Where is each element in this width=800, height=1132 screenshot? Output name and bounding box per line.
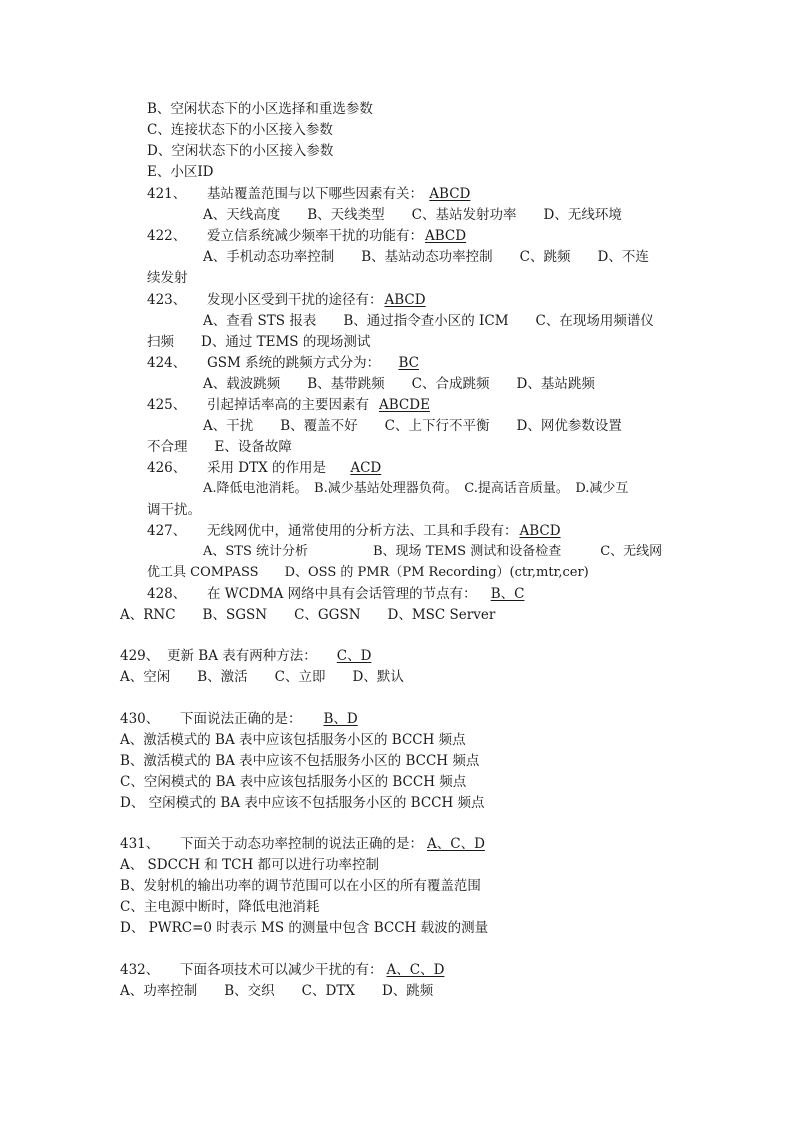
question-number: 432、 — [120, 962, 160, 978]
answer: B、C — [490, 586, 525, 602]
question-number: 430、 — [120, 711, 160, 727]
question-421 — [147, 184, 472, 204]
question-number: 425、 — [147, 397, 187, 413]
question-number: 427、 — [147, 523, 187, 539]
question-422 — [147, 226, 468, 246]
question-number: 423、 — [147, 292, 187, 308]
answer: BC — [398, 355, 419, 371]
question-text: 发现小区受到干扰的途径有： — [207, 292, 383, 308]
option-line: A、手机动态功率控制 B、基站动态功率控制 C、跳频 D、不连 — [203, 249, 649, 265]
option-line: 优工具 COMPASS D、OSS 的 PMR（PM Recording）(ctr,mtr,cer) — [147, 565, 589, 580]
question-425 — [147, 395, 440, 415]
question-426 — [147, 458, 401, 478]
question-text: 在 WCDMA 网络中具有会话管理的节点有： — [207, 586, 477, 602]
option-line: B、空闲状态下的小区选择和重选参数 — [147, 101, 373, 117]
question-427 — [147, 521, 563, 541]
option-line: A、天线高度 B、天线类型 C、基站发射功率 D、无线环境 — [203, 207, 622, 223]
answer: B、D — [323, 711, 358, 727]
question-number: 431、 — [120, 836, 160, 852]
question-text: 下面说法正确的是： — [180, 711, 302, 727]
option-line: A、STS 统计分析 B、现场 TEMS 测试和设备检查 C、无线网 — [203, 544, 663, 559]
question-431 — [120, 834, 545, 854]
answer: ACD — [350, 460, 382, 476]
option-line: D、 PWRC=0 时表示 MS 的测量中包含 BCCH 载波的测量 — [120, 920, 489, 936]
option-line: B、激活模式的 BA 表中应该不包括服务小区的 BCCH 频点 — [120, 753, 480, 769]
question-text: 下面各项技术可以减少干扰的有： — [180, 962, 383, 978]
question-number: 421、 — [147, 186, 187, 202]
question-text: 更新 BA 表有两种方法： — [167, 648, 317, 664]
option-line: D、空闲状态下的小区接入参数 — [147, 143, 334, 159]
option-line: A、干扰 B、覆盖不好 C、上下行不平衡 D、网优参数设置 — [203, 418, 622, 434]
question-text: 采用 DTX 的作用是 — [207, 460, 327, 476]
option-line: A、功率控制 B、交织 C、DTX D、跳频 — [120, 983, 434, 999]
option-line: 不合理 E、设备故障 — [147, 439, 292, 455]
answer: A、C、D — [386, 962, 445, 978]
option-line: A、查看 STS 报表 B、通过指令查小区的 ICM C、在现场用频谱仪 — [203, 313, 654, 329]
answer: ABCD — [384, 292, 426, 308]
answer: A、C、D — [427, 836, 485, 852]
question-number: 422、 — [147, 228, 187, 244]
question-number: 426、 — [147, 460, 187, 476]
question-424 — [147, 353, 433, 373]
question-423 — [147, 290, 428, 310]
question-text: GSM 系统的跳频方式分为： — [207, 355, 381, 371]
option-line: A、空闲 B、激活 C、立即 D、默认 — [120, 669, 404, 685]
option-line: 续发射 — [147, 270, 188, 286]
question-429 — [120, 646, 411, 666]
option-line: E、小区ID — [147, 164, 214, 180]
answer: ABCD — [429, 186, 471, 202]
question-text: 基站覆盖范围与以下哪些因素有关： — [207, 186, 423, 202]
option-line: 扫频 D、通过 TEMS 的现场测试 — [147, 334, 371, 350]
option-line: A、 SDCCH 和 TCH 都可以进行功率控制 — [120, 857, 380, 873]
answer: ABCDE — [379, 397, 430, 413]
question-430 — [120, 709, 428, 729]
question-number: 428、 — [147, 586, 187, 602]
answer: C、D — [336, 648, 372, 664]
question-text: 无线网优中，通常使用的分析方法、工具和手段有： — [207, 523, 518, 539]
option-line: C、空闲模式的 BA 表中应该包括服务小区的 BCCH 频点 — [120, 774, 467, 790]
option-line: C、连接状态下的小区接入参数 — [147, 122, 333, 138]
question-number: 429、 — [120, 648, 160, 664]
option-line: D、 空闲模式的 BA 表中应该不包括服务小区的 BCCH 频点 — [120, 795, 485, 811]
answer: ABCD — [425, 228, 467, 244]
question-text: 引起掉话率高的主要因素有 — [207, 397, 369, 413]
option-line: A.降低电池消耗。 B.减少基站处理器负荷。 C.提高话音质量。 D.减少互 — [203, 481, 629, 496]
option-line: 调干扰。 — [147, 502, 201, 518]
option-line: A、RNC B、SGSN C、GGSN D、MSC Server — [120, 607, 496, 623]
question-432 — [120, 960, 494, 980]
answer: ABCD — [519, 523, 561, 539]
option-line: C、主电源中断时，降低电池消耗 — [120, 899, 320, 915]
question-text: 下面关于动态功率控制的说法正确的是： — [180, 836, 423, 852]
option-line: A、载波跳频 B、基带跳频 C、合成跳频 D、基站跳频 — [203, 376, 595, 392]
option-line: A、激活模式的 BA 表中应该包括服务小区的 BCCH 频点 — [120, 732, 466, 748]
question-428 — [147, 584, 569, 604]
option-line: B、发射机的输出功率的调节范围可以在小区的所有覆盖范围 — [120, 878, 481, 894]
question-number: 424、 — [147, 355, 187, 371]
question-text: 爱立信系统减少频率干扰的功能有： — [207, 228, 423, 244]
